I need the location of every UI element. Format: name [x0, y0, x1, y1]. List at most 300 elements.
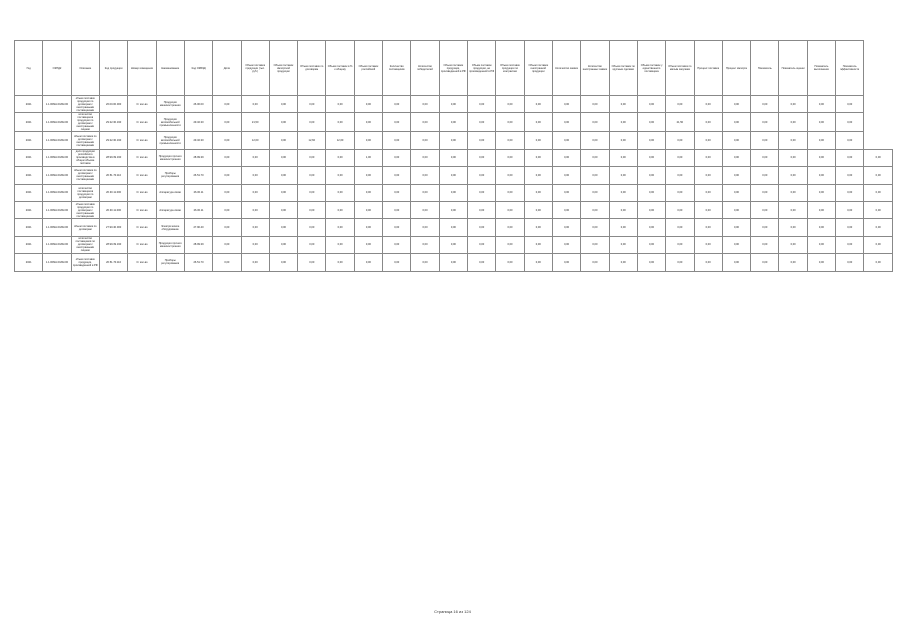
table-cell: 0,00 [581, 254, 609, 271]
table-cell: 0,00 [751, 236, 779, 253]
table-cell: 0,00 [326, 201, 354, 218]
table-cell: 29.32.30 [184, 132, 212, 149]
table-row [15, 113, 893, 132]
table-cell: 0,00 [269, 149, 297, 166]
table-cell: 1.1.00МА.00АМ.00 [43, 201, 71, 218]
table-cell: 0,00 [213, 236, 241, 253]
column-header: Количество иностранных заявок [581, 41, 609, 96]
table-cell: 0,00 [751, 132, 779, 149]
table-cell: 0,00 [269, 167, 297, 184]
table-cell: 0,00 [383, 201, 411, 218]
table-cell: 0,00 [722, 254, 750, 271]
table-cell: 0,00 [326, 167, 354, 184]
table-cell: 12,60 [298, 132, 326, 149]
table-cell: 0,00 [468, 167, 496, 184]
table-cell: 0,00 [637, 167, 665, 184]
table-cell: 2021 [15, 184, 43, 201]
table-cell: 0,00 [666, 96, 694, 113]
table-cell: 0,00 [552, 184, 580, 201]
table-cell: 0,00 [779, 184, 807, 201]
table-cell: 0,00 [779, 254, 807, 271]
table-cell: 1.1.00МА.00АМ.00 [43, 132, 71, 149]
table-cell: 0,00 [864, 201, 893, 218]
table-cell: 0,00 [213, 149, 241, 166]
table-cell: 0,00 [836, 184, 864, 201]
table-cell: Аппаратура связи [156, 201, 184, 218]
table-cell: 0,00 [496, 184, 524, 201]
table-cell: Аппаратура связи [156, 184, 184, 201]
table-cell: 0,00 [241, 184, 269, 201]
table-cell: 0,00 [694, 149, 722, 166]
table-cell: 0,00 [326, 219, 354, 236]
table-cell: 0,00 [694, 201, 722, 218]
table-cell: 0,00 [694, 236, 722, 253]
column-header: Количество заявок [552, 41, 580, 96]
table-cell: 0,00 [411, 132, 439, 149]
table-cell: 0,00 [524, 96, 552, 113]
column-header: Количество поставщиков [383, 41, 411, 96]
table-cell: 0,00 [779, 149, 807, 166]
table-cell: 0,00 [411, 236, 439, 253]
table-cell: 2021 [15, 254, 43, 271]
table-cell: 0,00 [637, 254, 665, 271]
table-cell: 0,00 [496, 96, 524, 113]
table-cell: 0,00 [524, 219, 552, 236]
table-cell: 0,00 [213, 201, 241, 218]
table-cell: 0,00 [439, 254, 467, 271]
table-cell: 0,00 [213, 132, 241, 149]
table-cell: 0,00 [864, 184, 893, 201]
table-cell: 26.30.11 [184, 184, 212, 201]
table-cell: 0,00 [269, 96, 297, 113]
table-cell: 0,00 [807, 184, 835, 201]
table-cell: 0,00 [609, 113, 637, 132]
table-header-row [15, 41, 893, 96]
table-cell: 0,00 [213, 184, 241, 201]
table-cell: 0,00 [439, 132, 467, 149]
table-cell: 28.99.39 [184, 149, 212, 166]
table-cell: 0,00 [722, 236, 750, 253]
table-cell: 0,00 [836, 236, 864, 253]
table-cell: 28.99.39.190 [99, 236, 127, 253]
table-cell: 0,00 [836, 113, 864, 132]
table-cell: 26.51.70.110 [99, 254, 127, 271]
table-cell: 0,00 [213, 254, 241, 271]
table-cell: 0,00 [439, 184, 467, 201]
table-cell: 26.30.11.000 [99, 184, 127, 201]
table-cell: 0,00 [581, 219, 609, 236]
table-cell: 0,00 [496, 149, 524, 166]
table-cell: 0,00 [807, 201, 835, 218]
table-cell: 0,00 [779, 201, 807, 218]
table-cell: 0,00 [694, 113, 722, 132]
column-header: Объем поставок продукции, не произведенной в РФ [468, 41, 496, 96]
table-cell: 21,50 [241, 113, 269, 132]
table-cell: 0,00 [354, 236, 382, 253]
table-cell: 0,00 [298, 219, 326, 236]
table-cell: 0,00 [213, 96, 241, 113]
column-header: Описание [71, 41, 99, 96]
table-cell: 0,00 [836, 219, 864, 236]
table-cell: 0,00 [269, 254, 297, 271]
column-header: Объем поставок по крупным сделкам [609, 41, 637, 96]
table-cell: 0,00 [807, 219, 835, 236]
table-cell: 21,50 [666, 113, 694, 132]
table-cell: 0,00 [241, 96, 269, 113]
table-cell: 0,00 [666, 236, 694, 253]
table-cell: 0,00 [468, 254, 496, 271]
table-cell: 0,00 [524, 113, 552, 132]
table-cell: 12,60 [326, 132, 354, 149]
table-cell: 3 / кол-во [128, 96, 156, 113]
table-cell: 0,00 [524, 184, 552, 201]
table-cell: 0,00 [581, 167, 609, 184]
table-cell: 0,00 [581, 149, 609, 166]
column-header: Количество победителей [411, 41, 439, 96]
table-cell: 0,00 [269, 219, 297, 236]
table-cell: 0,00 [411, 219, 439, 236]
table-cell: 0,00 [779, 132, 807, 149]
table-cell: 0,00 [581, 96, 609, 113]
table-cell: 0,00 [468, 132, 496, 149]
table-cell: 0,00 [722, 132, 750, 149]
table-cell: 0,00 [411, 149, 439, 166]
table-cell: 0,00 [637, 96, 665, 113]
column-header: Объем поставок продукции, произведенной в РФ [439, 41, 467, 96]
table-cell: 2021 [15, 201, 43, 218]
table-cell: 0,00 [779, 236, 807, 253]
table-cell: количество поставщиков по договорам с иностранными лицами [71, 236, 99, 253]
table-cell: 3 / кол-во [128, 113, 156, 132]
table-cell: 0,00 [609, 236, 637, 253]
table-cell: 0,00 [836, 254, 864, 271]
table-cell: 0,00 [807, 236, 835, 253]
table-cell: 0,00 [298, 184, 326, 201]
table-cell: 0,00 [552, 201, 580, 218]
table-cell: 29.32.30 [184, 113, 212, 132]
column-header: ОКПД2 [43, 41, 71, 96]
table-cell: 0,00 [468, 201, 496, 218]
table-cell: 12,60 [241, 132, 269, 149]
table-cell: 0,00 [354, 96, 382, 113]
table-cell: 0,00 [298, 96, 326, 113]
table-cell: 0,00 [552, 219, 580, 236]
table-cell: 0,00 [439, 167, 467, 184]
table-cell: 2021 [15, 149, 43, 166]
table-cell: 0,00 [411, 113, 439, 132]
table-cell: 0,00 [213, 113, 241, 132]
page-number: Страница 16 из 124 [434, 609, 471, 614]
table-row [15, 149, 893, 166]
table-cell: 0,00 [213, 219, 241, 236]
table-cell: 0,00 [552, 149, 580, 166]
table-cell: 0,00 [383, 167, 411, 184]
table-body [15, 96, 893, 272]
table-cell: 0,00 [468, 219, 496, 236]
table-cell: 0,00 [496, 113, 524, 132]
table-cell: 0,00 [298, 113, 326, 132]
table-cell: 0,00 [468, 113, 496, 132]
column-header: Объем поставок в % к общему [326, 41, 354, 96]
table-cell: 0,00 [836, 96, 864, 113]
table-cell: 0,00 [326, 113, 354, 132]
table-cell: 0,00 [241, 167, 269, 184]
table-cell: 0,00 [354, 219, 382, 236]
column-header: Объем поставок по малым закупкам [666, 41, 694, 96]
table-cell: 0,00 [269, 132, 297, 149]
table-cell: 0,00 [326, 254, 354, 271]
table-cell: 0,00 [439, 201, 467, 218]
table-cell: 0,00 [751, 149, 779, 166]
table-cell: 0,00 [552, 167, 580, 184]
table-cell: 1.1.00МА.00АМ.00 [43, 236, 71, 253]
table-cell: 0,00 [383, 219, 411, 236]
table-cell: 0,00 [468, 149, 496, 166]
table-cell: 0,00 [354, 132, 382, 149]
table-cell: 0,00 [524, 149, 552, 166]
table-cell: 3 / кол-во [128, 149, 156, 166]
table-cell: 1.1.00МА.00АМ.00 [43, 167, 71, 184]
table-cell: объем поставок продукции, произведенной в РФ [71, 254, 99, 271]
table-cell: 2021 [15, 236, 43, 253]
table-cell: 0,00 [666, 254, 694, 271]
table-row [15, 201, 893, 218]
table-row [15, 167, 893, 184]
table-cell: 0,00 [326, 149, 354, 166]
table-cell: 0,00 [524, 132, 552, 149]
table-cell: 0,00 [694, 254, 722, 271]
table-cell: 0,00 [581, 132, 609, 149]
table-cell: 0,00 [383, 96, 411, 113]
table-cell: 0,00 [552, 236, 580, 253]
column-header: Объем поставок иностранной продукции [524, 41, 552, 96]
column-header: Процент поставок [694, 41, 722, 96]
column-header: Объем поставок по договорам [298, 41, 326, 96]
table-cell: 0,00 [751, 167, 779, 184]
table-cell: 0,00 [722, 149, 750, 166]
table-cell: 0,00 [581, 201, 609, 218]
table-cell: 0,00 [552, 113, 580, 132]
table-cell: объем поставок по договорам с иностранными поставщиками [71, 132, 99, 149]
column-header: Объем поставок импортной продукции [269, 41, 297, 96]
column-header: Объем поставок у единственного поставщика [637, 41, 665, 96]
table-cell: 0,00 [864, 236, 893, 253]
table-cell: 0,00 [751, 219, 779, 236]
table-cell: 0,00 [836, 167, 864, 184]
table-cell: 0,00 [637, 201, 665, 218]
table-cell: 0,00 [411, 254, 439, 271]
table-row [15, 184, 893, 201]
table-cell: 1,00 [354, 149, 382, 166]
table-cell: 0,00 [864, 149, 893, 166]
table-cell: 2021 [15, 167, 43, 184]
table-cell: 0,00 [836, 132, 864, 149]
column-header: Показатель оценки [779, 41, 807, 96]
table-cell: 0,00 [552, 132, 580, 149]
table-cell: 0,00 [807, 132, 835, 149]
table-cell: 0,00 [722, 113, 750, 132]
table-cell: 1.1.00МА.00АМ.00 [43, 113, 71, 132]
table-cell: Продукция автомобильной промышленности [156, 132, 184, 149]
table-cell: 0,00 [581, 113, 609, 132]
table-cell: 0,00 [722, 167, 750, 184]
table-cell: 0,00 [383, 236, 411, 253]
table-cell: 2021 [15, 96, 43, 113]
column-header: Объем поставок продукции по контрактам [496, 41, 524, 96]
table-cell: 2021 [15, 113, 43, 132]
table-cell: 0,00 [524, 201, 552, 218]
table-cell: 0,00 [213, 167, 241, 184]
table-cell: 0,00 [241, 201, 269, 218]
table-cell: 0,00 [609, 219, 637, 236]
table-cell: 0,00 [637, 132, 665, 149]
column-header: Показатель выполнения [807, 41, 835, 96]
table-cell: 0,00 [354, 201, 382, 218]
table-cell: объем поставок продукции по договорам с иностранными поставщиками [71, 96, 99, 113]
table-cell: 1.1.00МА.00АМ.00 [43, 254, 71, 271]
column-header: Код ОКВЭД [184, 41, 212, 96]
table-cell: 0,00 [751, 113, 779, 132]
table-cell: 2021 [15, 132, 43, 149]
table-cell: Продукция автомобильной промышленности [156, 113, 184, 132]
column-header: Номер извещения [128, 41, 156, 96]
table-cell: 0,00 [637, 236, 665, 253]
table-cell: 0,00 [383, 113, 411, 132]
table-cell: 0,00 [524, 236, 552, 253]
table-cell: 0,00 [609, 201, 637, 218]
table-cell: 0,00 [354, 113, 382, 132]
table-cell: 0,00 [496, 254, 524, 271]
table-cell: 0,00 [496, 219, 524, 236]
table-cell: Приборы регулирования [156, 167, 184, 184]
table-cell: 26.00.00 [184, 96, 212, 113]
table-cell: 0,00 [298, 149, 326, 166]
table-cell: 26.30.11 [184, 201, 212, 218]
table-cell: 0,00 [496, 167, 524, 184]
table-cell: 0,00 [609, 167, 637, 184]
table-cell: 0,00 [722, 219, 750, 236]
table-cell: 2021 [15, 219, 43, 236]
table-cell: 28.99.39 [184, 236, 212, 253]
column-header: Показатель эффективности [836, 41, 864, 96]
table-cell: 0,00 [298, 254, 326, 271]
table-cell: 3 / кол-во [128, 167, 156, 184]
table-cell: Продукция прочего машиностроения [156, 236, 184, 253]
table-cell: 0,00 [581, 184, 609, 201]
table-cell: 0,00 [694, 167, 722, 184]
table-cell: 0,00 [694, 184, 722, 201]
table-cell: 0,00 [269, 236, 297, 253]
table-cell: 0,00 [439, 113, 467, 132]
column-header: Объем поставок российской [354, 41, 382, 96]
column-header: Процент импорта [722, 41, 750, 96]
table-cell: 0,00 [779, 219, 807, 236]
table-cell: 26.00.00.000 [99, 96, 127, 113]
table-cell: 0,00 [496, 132, 524, 149]
table-cell: 1.1.00МА.00АМ.00 [43, 149, 71, 166]
table-cell: 0,00 [298, 167, 326, 184]
table-cell: 0,00 [411, 167, 439, 184]
table-cell: 0,00 [609, 254, 637, 271]
table-cell: 0,00 [694, 96, 722, 113]
table-cell: 0,00 [383, 149, 411, 166]
table-cell: 0,00 [836, 149, 864, 166]
table-cell: 0,00 [694, 219, 722, 236]
table-cell: 0,00 [637, 149, 665, 166]
table-cell: 0,00 [383, 254, 411, 271]
table-cell: 0,00 [864, 167, 893, 184]
table-cell: 0,00 [552, 254, 580, 271]
table-cell: 0,00 [807, 167, 835, 184]
table-cell: 0,00 [241, 254, 269, 271]
table-cell: 0,00 [496, 236, 524, 253]
table-row [15, 254, 893, 271]
table-cell: 0,00 [383, 132, 411, 149]
table-cell: 0,00 [694, 132, 722, 149]
report-table [14, 40, 893, 272]
table-cell: 0,00 [326, 96, 354, 113]
table-cell: 0,00 [779, 167, 807, 184]
table-cell: 0,00 [666, 219, 694, 236]
table-cell: 3 / кол-во [128, 184, 156, 201]
table-cell: 26.30.11.000 [99, 201, 127, 218]
table-cell: 0,00 [411, 184, 439, 201]
table-cell: 0,00 [383, 184, 411, 201]
table-cell: 0,00 [807, 149, 835, 166]
table-cell: 3 / кол-во [128, 254, 156, 271]
table-cell: 27.90.40.000 [99, 219, 127, 236]
column-header: Показатель [751, 41, 779, 96]
table-cell: 0,00 [722, 201, 750, 218]
table-cell: 0,00 [269, 113, 297, 132]
table-cell: объем поставок по договорам [71, 219, 99, 236]
column-header: Объем поставок продукции (тыс. руб.) [241, 41, 269, 96]
table-cell: 0,00 [241, 149, 269, 166]
table-cell: 26.51.70.110 [99, 167, 127, 184]
column-header: Доля [213, 41, 241, 96]
table-cell: 0,00 [637, 219, 665, 236]
table-cell: 0,00 [524, 254, 552, 271]
table-cell: 3 / кол-во [128, 236, 156, 253]
table-cell: 0,00 [439, 96, 467, 113]
table-cell: количество поставщиков продукции по договорам с иностранными лицами [71, 113, 99, 132]
table-cell: 0,00 [836, 201, 864, 218]
table-cell: 0,00 [751, 201, 779, 218]
table-cell: 0,00 [779, 96, 807, 113]
table-cell: 0,00 [609, 184, 637, 201]
table-cell: количество поставщиков продукции по договорам [71, 184, 99, 201]
table-cell: 0,00 [609, 149, 637, 166]
table-row [15, 219, 893, 236]
table-cell: 0,00 [807, 254, 835, 271]
table-cell: 0,00 [241, 236, 269, 253]
table-cell: 0,00 [807, 113, 835, 132]
table-cell: 3 / кол-во [128, 132, 156, 149]
table-cell: 27.90.40 [184, 219, 212, 236]
table-cell: 0,00 [354, 167, 382, 184]
table-cell: Продукция машиностроения [156, 96, 184, 113]
table-cell: 0,00 [411, 96, 439, 113]
table-cell: 0,00 [326, 236, 354, 253]
table-cell: 0,00 [439, 236, 467, 253]
table-cell: Приборы регулирования [156, 254, 184, 271]
table-cell: 0,00 [468, 236, 496, 253]
table-cell: 0,00 [779, 113, 807, 132]
table-cell: 0,00 [751, 96, 779, 113]
table-cell: 0,00 [524, 167, 552, 184]
table-cell: 0,00 [666, 149, 694, 166]
table-cell: 0,00 [609, 96, 637, 113]
